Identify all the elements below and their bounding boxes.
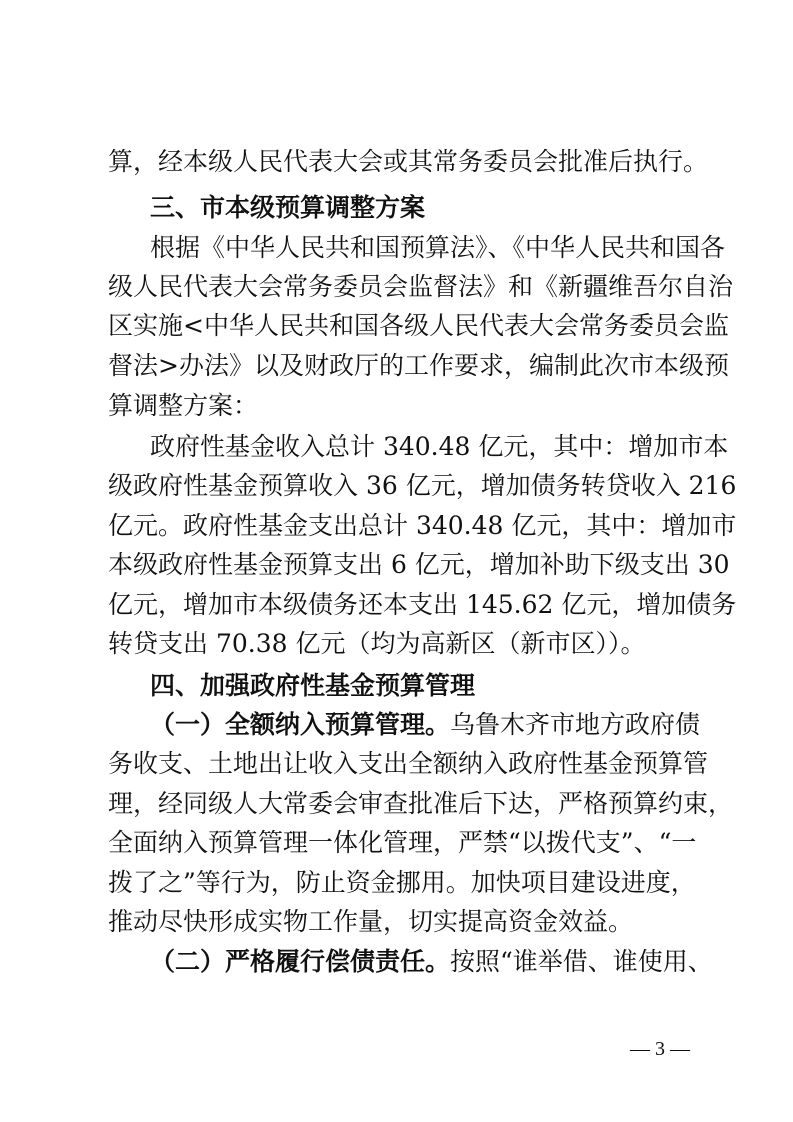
paragraph-line: 督法>办法》以及财政厅的工作要求，编制此次市本级预 — [108, 351, 729, 380]
section-heading-4: 四、加强政府性基金预算管理 — [150, 671, 476, 700]
paragraph-line: 级政府性基金预算收入 36 亿元，增加债务转贷收入 216 — [108, 471, 737, 500]
paragraph-line — [150, 946, 713, 978]
paragraph-line: 根据《中华人民共和国预算法》、《中华人民共和国各 — [150, 233, 726, 262]
paragraph-line: 算调整方案： — [108, 391, 259, 420]
paragraph-line: 算，经本级人民代表大会或其常务委员会批准后执行。 — [108, 147, 709, 176]
paragraph-line: 务收支、土地出让收入支出全额纳入政府性基金预算管 — [108, 749, 709, 778]
item-2-title: （二）严格履行偿债责任。 — [150, 947, 451, 976]
item-1-title: （一）全额纳入预算管理。 — [150, 710, 451, 739]
paragraph-line: 政府性基金收入总计 340.48 亿元，其中：增加市本 — [150, 432, 729, 461]
paragraph-line: 亿元。政府性基金支出总计 340.48 亿元，其中：增加市 — [108, 511, 737, 540]
paragraph-line: 推动尽快形成实物工作量，切实提高资金效益。 — [108, 907, 634, 936]
paragraph-line: 区实施<中华人民共和国各级人民代表大会常务委员会监 — [108, 311, 729, 340]
paragraph-line: 本级政府性基金预算支出 6 亿元，增加补助下级支出 30 — [108, 550, 730, 579]
paragraph-line: 转贷支出 70.38 亿元（均为高新区（新市区））。 — [108, 629, 646, 658]
paragraph-line: 亿元，增加市本级债务还本支出 145.62 亿元，增加债务 — [108, 590, 737, 619]
paragraph-line: 全面纳入预算管理一体化管理，严禁“以拨代支”、“一 — [108, 828, 697, 857]
section-heading-3: 三、市本级预算调整方案 — [150, 193, 426, 222]
paragraph-line: 理，经同级人大常委会审查批准后下达，严格预算约束， — [108, 789, 734, 818]
item-2-text: 按照“谁举借、谁使用、 — [450, 947, 713, 976]
page-number: — 3 — — [630, 1038, 690, 1060]
paragraph-line: 级人民代表大会常务委员会监督法》和《新疆维吾尔自治 — [108, 272, 734, 301]
paragraph-line — [150, 709, 701, 741]
item-1-text: 乌鲁木齐市地方政府债 — [450, 710, 701, 739]
paragraph-line: 拨了之”等行为，防止资金挪用。加快项目建设进度， — [108, 868, 696, 897]
